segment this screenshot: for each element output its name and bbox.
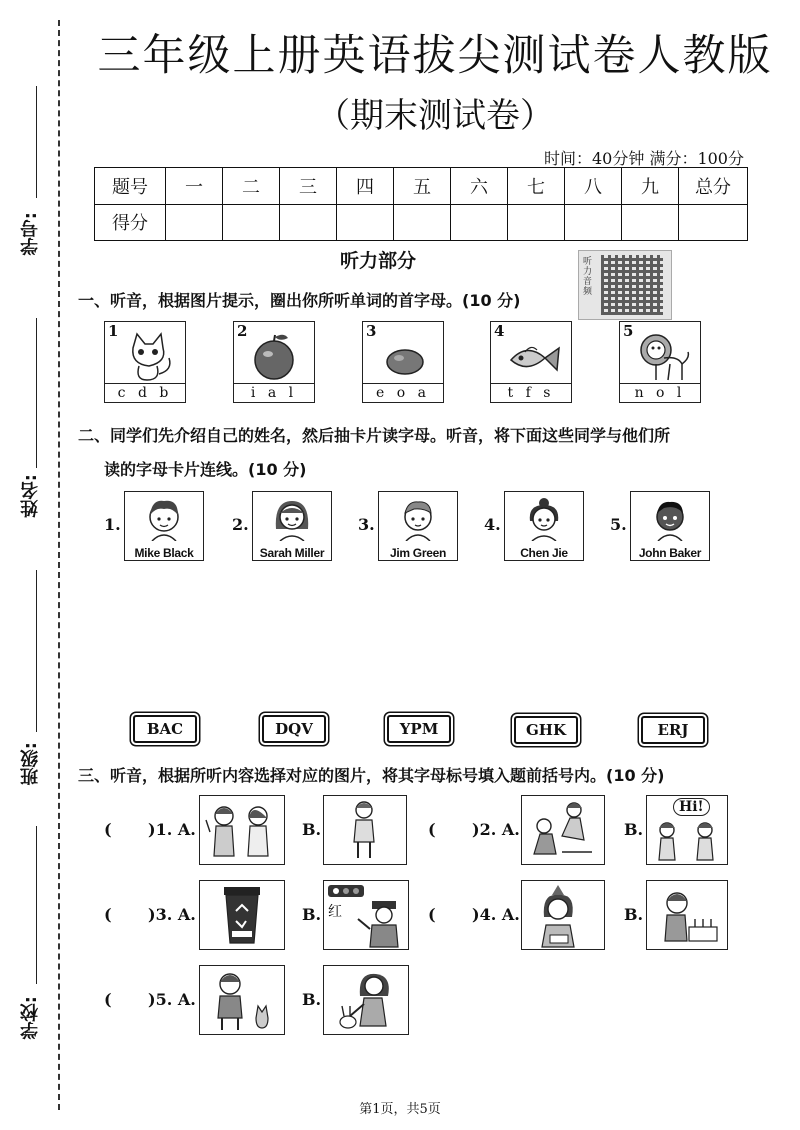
person-card-4[interactable] xyxy=(504,491,584,561)
section2-title-line1: 二、同学们先介绍自己的姓名，然后抽卡片读字母。听音，将下面这些同学与他们所 xyxy=(78,426,671,445)
girl-birthday-icon xyxy=(522,881,604,949)
letter-choices[interactable]: i a l xyxy=(234,383,314,402)
listening-section-title: 听力部分 xyxy=(340,250,417,272)
person-number: 5. xyxy=(610,515,627,534)
score-cell[interactable] xyxy=(508,204,565,241)
answer-bracket-open[interactable]: ( xyxy=(428,905,436,924)
page-title: 三年级上册英语拔尖测试卷人教版 xyxy=(97,31,773,81)
girl-avatar-icon xyxy=(272,495,312,541)
boy-standing-icon xyxy=(324,796,406,864)
q2-option-b-image[interactable] xyxy=(646,795,728,865)
score-cell[interactable] xyxy=(223,204,280,241)
letter-card-1[interactable]: BAC xyxy=(133,715,197,743)
answer-bracket-open[interactable]: ( xyxy=(104,820,112,839)
letter-card-4[interactable]: GHK xyxy=(514,716,578,744)
score-cell[interactable] xyxy=(337,204,394,241)
egg-icon xyxy=(377,330,433,382)
person-number: 4. xyxy=(484,515,501,534)
orange-icon xyxy=(248,330,304,382)
option-b-label: B. xyxy=(302,905,322,924)
two-girls-greeting-icon xyxy=(200,796,284,864)
score-table xyxy=(94,167,748,241)
person-name: John Baker xyxy=(638,546,702,560)
q5-option-a-image[interactable] xyxy=(199,965,285,1035)
person-card-2[interactable] xyxy=(252,491,332,561)
person-name: Mike Black xyxy=(134,546,194,560)
boy-avatar-icon xyxy=(650,495,690,541)
q4-option-b-image[interactable] xyxy=(646,880,728,950)
school-line xyxy=(36,826,37,984)
person-name: Chen Jie xyxy=(520,546,568,560)
answer-bracket-open[interactable]: ( xyxy=(104,990,112,1009)
school-label: 学校: xyxy=(20,996,41,1040)
person-number: 2. xyxy=(232,515,249,534)
q4-option-a-image[interactable] xyxy=(521,880,605,950)
person-name: Jim Green xyxy=(390,546,446,560)
class-label: 班级: xyxy=(20,742,41,786)
person-number: 1. xyxy=(104,515,121,534)
score-table-score-row xyxy=(95,204,748,241)
item-number: 2 xyxy=(237,322,248,340)
section1-item-3 xyxy=(362,321,444,403)
section1-item-1 xyxy=(104,321,186,403)
q3-option-a-image[interactable] xyxy=(199,880,285,950)
section1-item-4 xyxy=(490,321,572,403)
speech-bubble: Hi! xyxy=(673,798,710,816)
letter-card-2[interactable]: DQV xyxy=(262,715,326,743)
item-number: 4 xyxy=(494,322,505,340)
score-header-cell: 五 xyxy=(394,168,451,205)
section3-title: 三、听音，根据所听内容选择对应的图片，将其字母标号填入题前括号内。(10 分) xyxy=(78,766,665,785)
score-cell[interactable] xyxy=(394,204,451,241)
person-number: 3. xyxy=(358,515,375,534)
exam-meta: 时间：40分钟 满分：100分 xyxy=(544,149,744,168)
score-header-cell: 八 xyxy=(565,168,622,205)
option-b-label: B. xyxy=(624,905,644,924)
item-number: 3 xyxy=(366,322,377,340)
question-label: )5. A. xyxy=(148,990,196,1009)
score-header-cell: 一 xyxy=(166,168,223,205)
score-header-cell: 二 xyxy=(223,168,280,205)
option-b-label: B. xyxy=(302,990,322,1009)
name-line xyxy=(36,318,37,468)
person-card-5[interactable] xyxy=(630,491,710,561)
lion-icon xyxy=(634,330,690,382)
boy-with-cake-icon xyxy=(647,881,727,949)
score-cell[interactable] xyxy=(166,204,223,241)
girl-avatar-icon xyxy=(524,495,564,541)
score-table-header-row xyxy=(95,168,748,205)
red-light-text: 红 xyxy=(328,904,342,920)
q5-option-b-image[interactable] xyxy=(323,965,409,1035)
name-label: 姓名: xyxy=(20,474,41,518)
qr-code[interactable] xyxy=(578,250,672,320)
boy-avatar-icon xyxy=(398,495,438,541)
option-b-label: B. xyxy=(302,820,322,839)
two-girls-waving-icon xyxy=(647,796,727,864)
question-label: )1. A. xyxy=(148,820,196,839)
boy-with-cat-icon xyxy=(200,966,284,1034)
letter-choices[interactable]: e o a xyxy=(363,383,443,402)
question-label: )4. A. xyxy=(472,905,520,924)
qr-label: 听力音频 xyxy=(583,257,593,297)
section1-item-5 xyxy=(619,321,701,403)
score-header-cell: 三 xyxy=(280,168,337,205)
score-header-cell: 九 xyxy=(622,168,679,205)
girl-helping-boy-icon xyxy=(522,796,604,864)
score-cell[interactable] xyxy=(280,204,337,241)
score-cell[interactable] xyxy=(679,204,748,241)
score-header-cell: 四 xyxy=(337,168,394,205)
boy-avatar-icon xyxy=(144,495,184,541)
q3-option-b-image[interactable] xyxy=(323,880,409,950)
letter-choices[interactable]: c d b xyxy=(105,383,185,402)
score-cell[interactable] xyxy=(451,204,508,241)
letter-card-5[interactable]: ERJ xyxy=(641,716,705,744)
person-card-3[interactable] xyxy=(378,491,458,561)
girl-with-rabbit-icon xyxy=(324,966,408,1034)
qr-code-icon xyxy=(601,255,663,315)
page-subtitle: （期末测试卷） xyxy=(316,96,554,136)
fish-icon xyxy=(505,330,561,382)
score-header-cell: 总分 xyxy=(679,168,748,205)
section1-title: 一、听音，根据图片提示，圈出你所听单词的首字母。(10 分) xyxy=(78,291,521,310)
item-number: 1 xyxy=(108,322,119,340)
section2-title-line2: 读的字母卡片连线。(10 分) xyxy=(104,460,307,479)
person-name: Sarah Miller xyxy=(259,546,325,560)
q1-option-a-image[interactable] xyxy=(199,795,285,865)
binding-dashed-line xyxy=(58,20,60,1110)
letter-choices[interactable]: n o l xyxy=(620,383,700,402)
question-label: )2. A. xyxy=(472,820,520,839)
person-card-1[interactable] xyxy=(124,491,204,561)
answer-bracket-open[interactable]: ( xyxy=(104,905,112,924)
item-number: 5 xyxy=(623,322,634,340)
student-id-label: 学号: xyxy=(20,212,41,256)
score-row-label: 得分 xyxy=(95,204,166,241)
q2-option-a-image[interactable] xyxy=(521,795,605,865)
score-cell[interactable] xyxy=(565,204,622,241)
q1-option-b-image[interactable] xyxy=(323,795,407,865)
letter-card-3[interactable]: YPM xyxy=(387,715,451,743)
cat-icon xyxy=(119,330,175,382)
score-header-cell: 题号 xyxy=(95,168,166,205)
answer-bracket-open[interactable]: ( xyxy=(428,820,436,839)
recycle-bin-icon xyxy=(200,881,284,949)
class-line xyxy=(36,570,37,732)
page-footer: 第1页，共5页 xyxy=(359,1102,441,1117)
section1-item-2 xyxy=(233,321,315,403)
question-label: )3. A. xyxy=(148,905,196,924)
score-cell[interactable] xyxy=(622,204,679,241)
student-id-line xyxy=(36,86,37,198)
option-b-label: B. xyxy=(624,820,644,839)
letter-choices[interactable]: t f s xyxy=(491,383,571,402)
score-header-cell: 六 xyxy=(451,168,508,205)
score-header-cell: 七 xyxy=(508,168,565,205)
